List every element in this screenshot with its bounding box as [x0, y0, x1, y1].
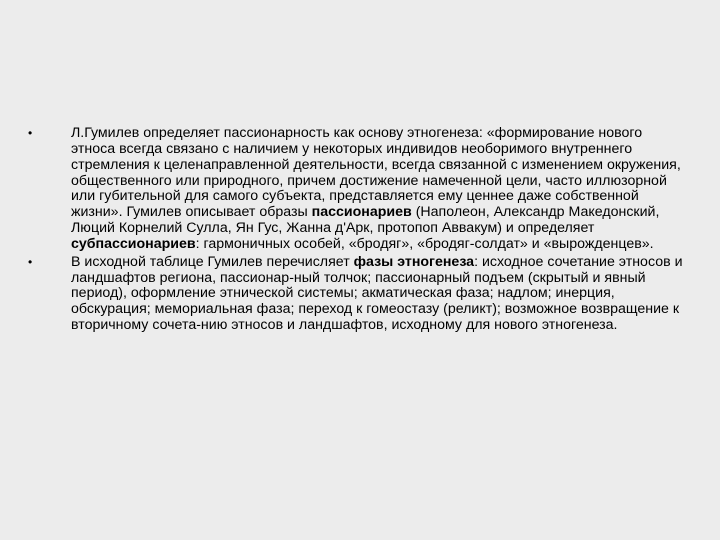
bullet-dot: • [28, 126, 33, 140]
text-segment: Л.Гумилев определяет пассионарность как основу этногенеза: «формирование нового этноса всегда связано с наличием у некоторых индивидов необоримого внутреннего стремления к целенаправленной деятельности, всегда связанной с изменением окружения, общественного или природного, причем достижение намеченной цели, часто иллюзорной или губительной для самого субъекта, представляется ему ценнее даже собственной жизни». Гумилев описывает образы [71, 125, 681, 221]
bullet-text [71, 255, 688, 334]
text-segment: (Наполеон, Александр Македонский, Люций Корнелий Сулла, Ян Гус, Жанна д'Арк, протопоп Аввакум) и определяет [71, 204, 660, 237]
bullet-text [71, 126, 688, 253]
bold-term-passionaries: пассионариев [311, 204, 412, 221]
text-segment: : исходное сочетание этносов и ландшафтов региона, пассионар-ный толчок; пассионарный подъем (скрытый и явный период), оформление этнической системы; акматическая фаза; надлом; инерция, обскурация; мемориальная фаза; переход к гомеостазу (реликт); возможное возвращение к вторичному сочета-нию этносов и ландшафтов, исходному для нового этногенеза. [71, 253, 683, 334]
text-segment: : гармоничных особей, «бродяг», «бродяг-солдат» и «вырожденцев». [195, 235, 654, 252]
bullet-list [28, 126, 688, 336]
bold-term-ethnogenesis-phases: фазы этногенеза [353, 253, 475, 270]
bold-term-subpassionaries: субпассионариев [71, 235, 196, 252]
bullet-item-phases [28, 255, 688, 334]
text-segment: В исходной таблице Гумилев перечисляет [71, 253, 354, 270]
bullet-dot: • [28, 254, 33, 269]
bullet-item-passionarity [28, 126, 688, 253]
